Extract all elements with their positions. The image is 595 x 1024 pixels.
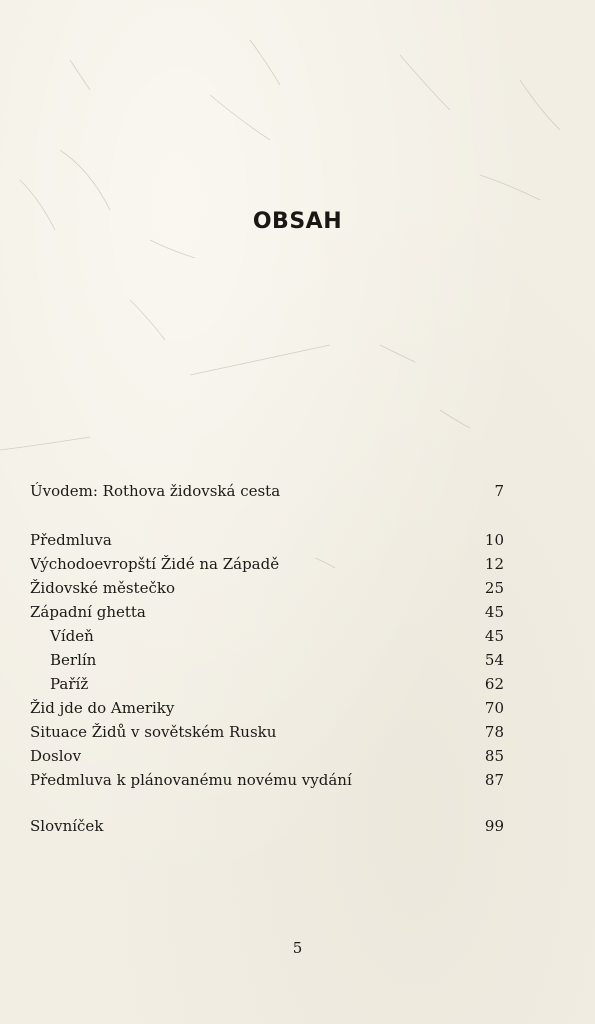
toc-entry-page: 12 — [484, 555, 504, 573]
toc-entry-page: 85 — [484, 747, 504, 765]
toc-entry — [30, 815, 504, 837]
toc-entry-page: 45 — [484, 627, 504, 645]
page-number: 5 — [292, 939, 303, 957]
toc-entry-label: Vídeň — [50, 627, 94, 645]
toc-entry — [30, 697, 504, 719]
toc-entry — [30, 553, 504, 575]
toc-entry-label: Berlín — [50, 651, 97, 669]
toc-entry-label: Paříž — [50, 675, 89, 693]
toc-entry — [30, 480, 504, 502]
toc-entry-label: Židovské městečko — [30, 579, 175, 597]
toc-entry — [30, 745, 504, 767]
toc-entry — [30, 769, 504, 791]
toc-entry — [30, 529, 504, 551]
toc-entry-label: Západní ghetta — [30, 603, 146, 621]
toc-entry-label: Žid jde do Ameriky — [30, 699, 175, 717]
toc-subentry — [30, 649, 504, 671]
toc-entry-page: 7 — [494, 482, 504, 500]
toc-entry-label: Úvodem: Rothova židovská cesta — [30, 482, 281, 500]
toc-entry-label: Předmluva k plánovanému novému vydání — [30, 771, 352, 789]
toc-entry — [30, 577, 504, 599]
toc-subentry — [30, 625, 504, 647]
toc-entry-page: 10 — [484, 531, 504, 549]
toc-entry — [30, 601, 504, 623]
toc-entry-label: Východoevropští Židé na Západě — [30, 555, 280, 573]
toc-entry-page: 62 — [484, 675, 504, 693]
toc-entry-page: 25 — [484, 579, 504, 597]
toc-entry-label: Slovníček — [30, 817, 104, 835]
toc-entry-page: 70 — [484, 699, 504, 717]
toc-subentry — [30, 673, 504, 695]
toc-entry-page: 78 — [484, 723, 504, 741]
toc-entry-label: Doslov — [30, 747, 82, 765]
toc-entry-page: 87 — [484, 771, 504, 789]
toc-entry-page: 99 — [484, 817, 504, 835]
toc-entry-label: Předmluva — [30, 531, 112, 549]
toc-entry — [30, 721, 504, 743]
page-title: OBSAH — [252, 209, 343, 234]
toc-entry-label: Situace Židů v sovětském Rusku — [30, 723, 277, 741]
toc-entry-page: 45 — [484, 603, 504, 621]
toc-entry-page: 54 — [484, 651, 504, 669]
